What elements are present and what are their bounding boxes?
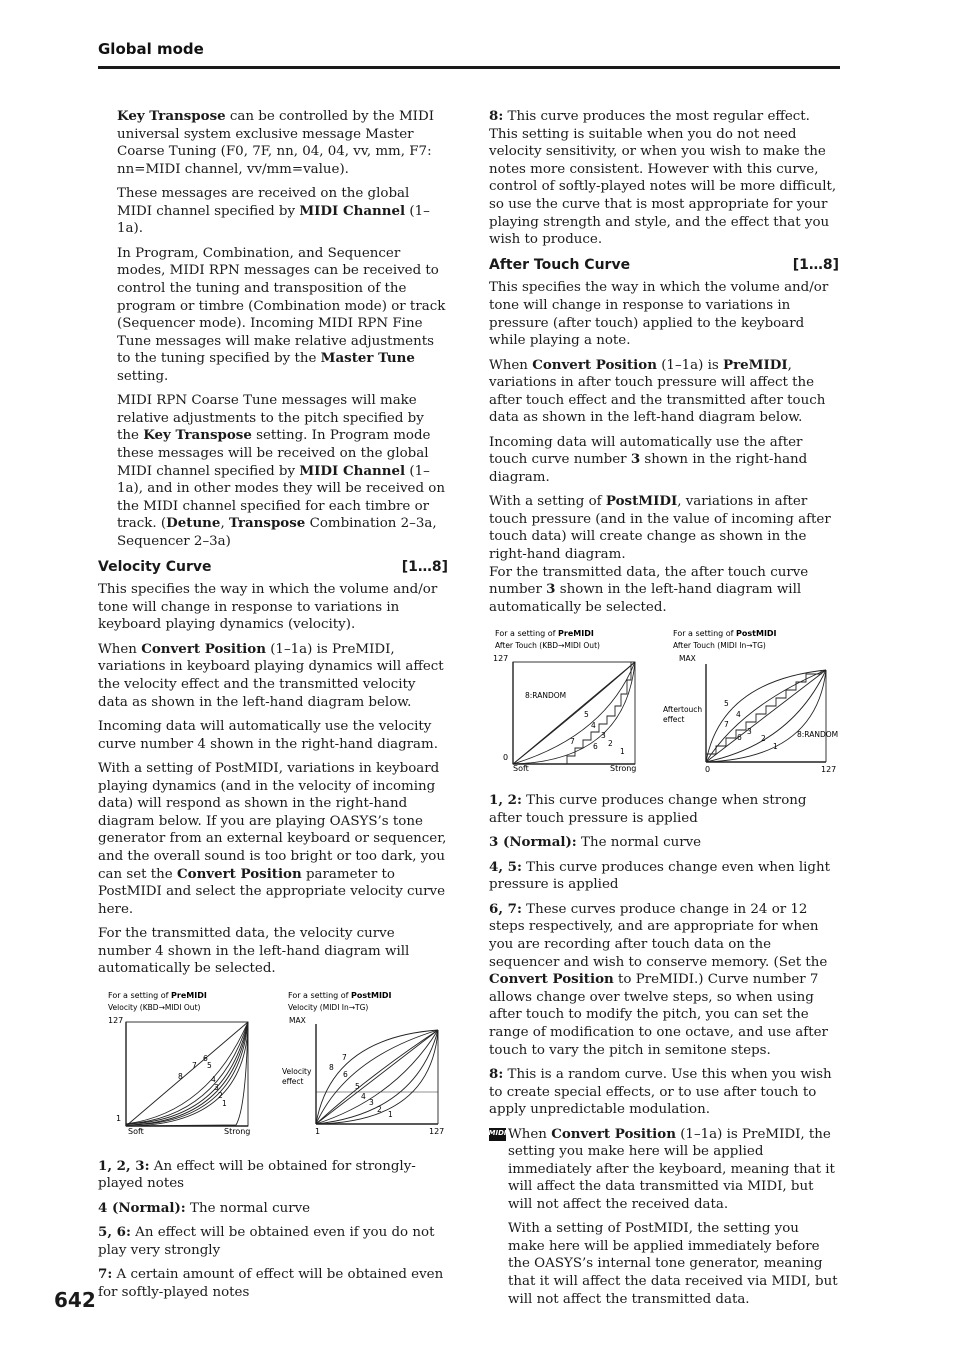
velocity-curve-figure: [98, 988, 448, 1150]
paragraph: 8: This curve produces the most regular effect. This setting is suitable when you do not need velocity sensitivity, or when you wish to make the notes more consistent. However with this curve, control of softly-played notes will be more difficult, so use the curve that is most appropriate for your playing strength and style, and the effect that you wish to produce.: [489, 108, 837, 248]
paragraph: In Program, Combination, and Sequencer modes, MIDI RPN messages can be received to control the tuning and transposition of the program or timbre (Combination mode) or track (Sequencer mode). Incoming MIDI RPN Fine Tune messages will make relative adjustments to the tuning specified by the Master Tune setting.: [117, 245, 446, 384]
bold-term: 3: [546, 581, 556, 598]
paragraph: With a setting of PostMIDI, the setting you make here will be applied immediately before the OASYS’s internal tone generator, meaning that it will affect the data received via MIDI, but will not affect the transmitted data.: [508, 1221, 838, 1307]
section-title: Velocity Curve: [98, 558, 212, 575]
bold-term: PostMIDI: [605, 493, 678, 510]
list-item: 1, 2, 3: An effect will be obtained for strongly-played notes: [98, 1157, 416, 1192]
bold-term: 5, 6:: [98, 1224, 131, 1241]
diagram-subtitle: Velocity (MIDI In→TG): [288, 1002, 369, 1012]
paragraph: Incoming data will automatically use the after touch curve number 3 shown in the right-hand diagram.: [489, 434, 808, 485]
svg-text:4: 4: [736, 710, 741, 720]
y-label: effect: [663, 715, 685, 725]
x-max-label: Strong: [610, 764, 637, 774]
svg-text:7: 7: [570, 737, 575, 747]
x-min-label: 0: [705, 765, 711, 775]
x-max-label: 127: [821, 765, 837, 775]
bold-term: 4, 5:: [489, 858, 522, 875]
svg-text:2: 2: [377, 1104, 382, 1114]
curve-3: [706, 670, 826, 762]
bold-term: Master Tune: [320, 350, 415, 367]
x-min-label: Soft: [128, 1126, 144, 1136]
aftertouch-postmidi-diagram: [661, 626, 841, 781]
svg-text:3: 3: [214, 1082, 219, 1092]
svg-text:1: 1: [773, 742, 778, 752]
bold-term: Convert Position: [176, 865, 302, 882]
velocity-premidi-diagram: [108, 988, 278, 1148]
bold-term: Convert Position: [489, 971, 614, 988]
diagram-caption: For a setting of PreMIDI: [108, 990, 207, 1000]
bold-term: Detune: [166, 515, 221, 532]
list-item: 3 (Normal): The normal curve: [489, 834, 702, 851]
paragraph: Incoming data will automatically use the velocity curve number 4 shown in the right-hand diagram.: [98, 718, 438, 752]
svg-text:1: 1: [620, 747, 625, 757]
diagram-caption: For a setting of PostMIDI: [288, 990, 392, 1000]
list-item: 6, 7: These curves produce change in 24 or 12 steps respectively, and are appropriate for when you are recording after touch data on the sequencer and wish to conserve memory. (Set the Convert Position to PreMIDI.) Curve number 7 allows change over twelve steps, so when using after touch to modify the pitch, you can set the range of modification to one octave, and use after touch to vary the pitch in semitone steps.: [489, 900, 828, 1058]
midi-note: [489, 1126, 839, 1309]
random-curve-label: 8:RANDOM: [797, 730, 839, 740]
bold-term: Convert Position: [551, 1125, 676, 1142]
curve-6-7-steps: [706, 670, 821, 762]
paragraph: When Convert Position (1–1a) is PreMIDI, variations in keyboard playing dynamics will affect the velocity effect and the transmitted velocity data as shown in the left-hand diagram below.: [98, 640, 444, 710]
list-item: 7: A certain amount of effect will be obtained even for softly-played notes: [98, 1266, 444, 1300]
bold-term: 3: [630, 451, 641, 468]
section-range: [1…8]: [401, 558, 448, 575]
svg-text:3: 3: [601, 731, 606, 741]
list-item: 1, 2: This curve produces change when strong after touch pressure is applied: [489, 792, 807, 827]
y-max-label: 127: [108, 1015, 124, 1025]
paragraph: When Convert Position (1–1a) is PreMIDI, variations in after touch pressure will affect the after touch effect and the transmitted after touch data as shown in the left-hand diagram below.: [489, 356, 826, 426]
velocity-curve-heading: [98, 559, 448, 577]
svg-text:5: 5: [355, 1081, 360, 1091]
midi-icon: MIDI: [489, 1128, 506, 1141]
paragraph: MIDI RPN Coarse Tune messages will make relative adjustments to the pitch specified by the Key Transpose setting. In Program mode these messages will be received on the global MIDI channel specified by MIDI Channel (1–1a), and in other modes they will be received on the MIDI channel specified for each timbre or track. (Detune, Transpose Combination 2–3a, Sequencer 2–3a): [117, 393, 445, 550]
page-number: 642: [54, 1288, 96, 1312]
aftertouch-premidi-diagram: [495, 626, 665, 781]
paragraph: For the transmitted data, the velocity curve number 4 shown in the left-hand diagram will automatically be selected.: [98, 926, 410, 977]
bold-term: 6, 7:: [489, 900, 522, 917]
section-range: [1…8]: [792, 256, 839, 273]
bold-term: Transpose: [228, 515, 306, 532]
section-title: After Touch Curve: [489, 256, 631, 273]
svg-text:2: 2: [218, 1090, 223, 1100]
svg-text:3: 3: [747, 727, 752, 737]
x-min-label: 1: [315, 1126, 321, 1136]
left-column: [98, 108, 448, 1308]
svg-text:4: 4: [591, 721, 596, 731]
velocity-postmidi-diagram: [282, 988, 456, 1148]
y-max-label: MAX: [679, 654, 696, 664]
bold-term: MIDI Channel: [299, 462, 406, 479]
paragraph: This specifies the way in which the volume and/or tone will change in response to variations in pressure (after touch) applied to the keyboard while playing a note.: [489, 280, 829, 349]
list-item: 5, 6: An effect will be obtained even if you do not play very strongly: [98, 1224, 435, 1258]
paragraph: Key Transpose can be controlled by the MIDI universal system exclusive message Master Coarse Tuning (F0, 7F, nn, 04, 04, vv, mm, F7: nn=MIDI channel, vv/mm=value).: [117, 108, 434, 177]
diagram-subtitle: After Touch (MIDI In→TG): [673, 641, 766, 651]
header-rule: [98, 66, 840, 69]
key-transpose-notes: [98, 108, 448, 551]
bold-term: 4 (Normal):: [98, 1199, 186, 1216]
bold-term: Key Transpose: [143, 427, 252, 444]
svg-text:7: 7: [724, 720, 729, 730]
diagram-subtitle: Velocity (KBD→MIDI Out): [108, 1002, 201, 1012]
y-label: Aftertouch: [663, 705, 703, 715]
bold-term: PreMIDI: [723, 356, 788, 373]
after-touch-curve-figure: [489, 626, 839, 784]
bold-term: 1, 2, 3:: [98, 1157, 150, 1174]
bold-term: Key Transpose: [117, 108, 226, 124]
x-max-label: Strong: [224, 1126, 251, 1136]
y-label: Velocity: [282, 1066, 312, 1076]
svg-text:8: 8: [178, 1071, 183, 1081]
bold-term: Convert Position: [141, 640, 266, 657]
svg-text:1: 1: [388, 1109, 393, 1119]
bold-term: 8:: [489, 1065, 504, 1082]
svg-text:4: 4: [361, 1091, 366, 1101]
svg-text:5: 5: [724, 699, 729, 709]
curve-numbers: [724, 699, 778, 751]
svg-text:2: 2: [608, 739, 613, 749]
paragraph: When Convert Position (1–1a) is PreMIDI, the setting you make here will be applied immediately after the keyboard, meaning that it will affect the data transmitted via MIDI, but will not affect the received data.: [508, 1125, 835, 1212]
y-min-label: 0: [503, 753, 509, 763]
y-max-label: 127: [493, 654, 509, 664]
curve-2: [126, 1028, 248, 1126]
y-label: effect: [282, 1076, 304, 1086]
paragraph: This specifies the way in which the volume and/or tone will change in response to variations in keyboard playing dynamics (velocity).: [98, 582, 438, 633]
y-min-label: 1: [116, 1113, 122, 1123]
svg-text:6: 6: [343, 1069, 348, 1079]
paragraph: These messages are received on the global MIDI channel specified by MIDI Channel (1–1a).: [117, 186, 430, 237]
svg-text:8: 8: [329, 1062, 334, 1072]
after-touch-curve-heading: [489, 257, 839, 275]
x-max-label: 127: [429, 1126, 445, 1136]
svg-text:7: 7: [192, 1060, 197, 1070]
diagram-caption: For a setting of PostMIDI: [673, 629, 777, 639]
svg-text:6: 6: [737, 733, 742, 743]
bold-term: 3 (Normal):: [489, 834, 577, 851]
bold-term: Convert Position: [532, 356, 657, 373]
page-header-title: Global mode: [98, 40, 204, 58]
svg-text:1: 1: [222, 1098, 227, 1108]
svg-text:4: 4: [211, 1074, 216, 1084]
right-column: [489, 108, 839, 1315]
bold-term: 7:: [98, 1266, 113, 1283]
diagram-subtitle: After Touch (KBD→MIDI Out): [495, 641, 600, 651]
bold-term: MIDI Channel: [299, 202, 406, 219]
bold-term: 1, 2:: [489, 792, 522, 809]
svg-text:5: 5: [207, 1060, 212, 1070]
svg-text:7: 7: [342, 1052, 347, 1062]
list-item: 4 (Normal): The normal curve: [98, 1199, 311, 1216]
list-item: 8: This is a random curve. Use this when you wish to create special effects, or to use after touch to apply unpredictable modulation.: [489, 1065, 832, 1118]
x-min-label: Soft: [513, 764, 529, 774]
y-max-label: MAX: [289, 1015, 306, 1025]
svg-text:3: 3: [369, 1097, 374, 1107]
diagram-caption: For a setting of PreMIDI: [495, 629, 594, 639]
random-curve-label: 8:RANDOM: [525, 691, 567, 701]
svg-text:2: 2: [761, 734, 766, 744]
list-item: 4, 5: This curve produces change even when light pressure is applied: [489, 858, 830, 893]
paragraph: With a setting of PostMIDI, variations in after touch pressure (and in the value of incoming after touch data) will create change as shown in the right-hand diagram. For the transmitted data, the after touch curve number 3 shown in the left-hand diagram will automatically be selected.: [489, 493, 831, 615]
svg-text:6: 6: [203, 1053, 208, 1063]
svg-text:6: 6: [593, 742, 598, 752]
paragraph: With a setting of PostMIDI, variations in keyboard playing dynamics (and in the velocity of incoming data) will respond as shown in the right-hand diagram below. If you are playing OASYS’s tone generator from an external keyboard or sequencer, and the overall sound is too bright or too dark, you can set the Convert Position parameter to PostMIDI and select the appropriate velocity curve here.: [98, 760, 447, 917]
svg-text:5: 5: [584, 710, 589, 720]
bold-term: 8:: [489, 108, 504, 124]
